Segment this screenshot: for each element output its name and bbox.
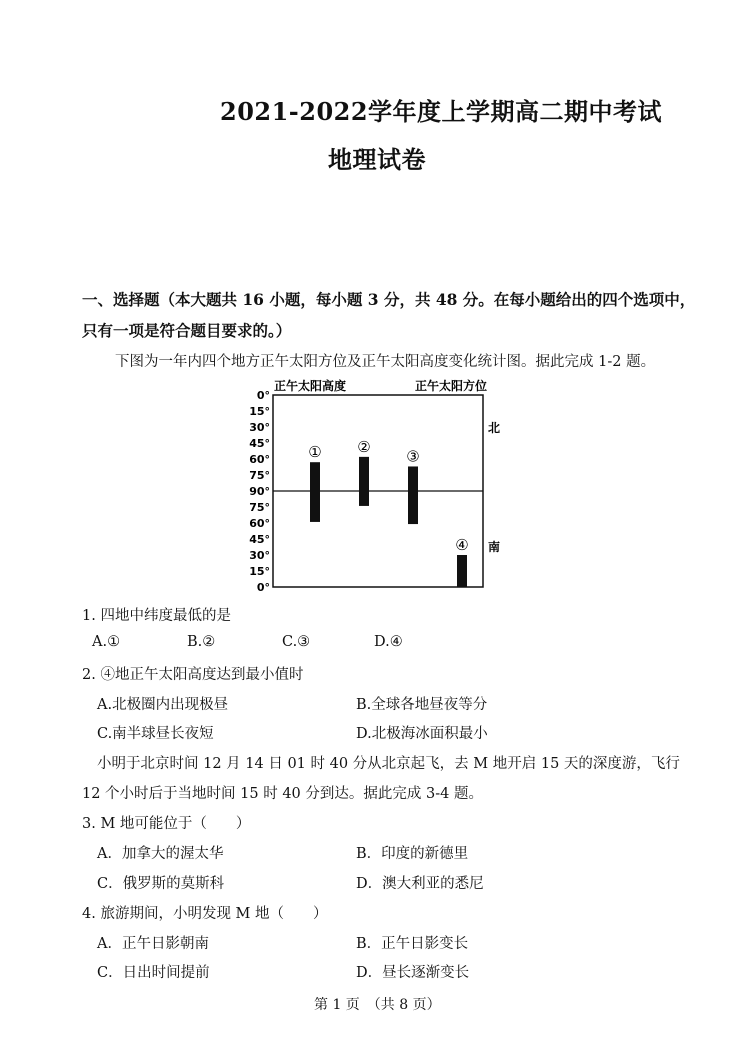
y-tick-label: 75°	[249, 501, 270, 514]
y-tick-label: 90°	[249, 485, 270, 498]
y-tick-label: 30°	[249, 421, 270, 434]
chart-title-left: 正午太阳高度	[274, 379, 347, 393]
sun-altitude-chart	[240, 376, 510, 596]
y-tick-label: 60°	[249, 517, 270, 530]
q1-option-c[interactable]: C.③	[282, 634, 311, 650]
q2-option-c[interactable]: C.南半球昼长夜短	[97, 726, 214, 742]
direction-south: 南	[488, 540, 501, 554]
y-tick-label: 0°	[256, 389, 270, 402]
chart-title-right: 正午太阳方位	[415, 379, 488, 393]
intro-q1-2: 下图为一年内四个地方正午太阳方位及正午太阳高度变化统计图。据此完成 1-2 题。	[115, 354, 656, 370]
question-1-stem: 1. 四地中纬度最低的是	[82, 608, 231, 624]
bar-label-4: ④	[455, 536, 469, 554]
q2-option-a[interactable]: A.北极圈内出现极昼	[97, 697, 229, 713]
bar-label-1: ①	[308, 443, 322, 462]
bar-1	[310, 462, 320, 522]
y-tick-label: 60°	[249, 453, 270, 466]
intro-q3-4-line1: 小明于北京时间 12 月 14 日 01 时 40 分从北京起飞，去 M 地开启 15 天的深度游，飞行	[97, 756, 680, 772]
q3-option-a[interactable]: A．加拿大的渥太华	[97, 846, 224, 862]
q1-option-a[interactable]: A.①	[92, 634, 121, 650]
y-tick-label: 30°	[249, 549, 270, 562]
direction-north: 北	[488, 421, 501, 435]
bar-4	[457, 555, 467, 587]
bar-label-3: ③	[406, 447, 420, 466]
section-heading-line2: 只有一项是符合题目要求的。）	[82, 321, 292, 340]
y-tick-label: 45°	[249, 533, 270, 546]
bar-3	[408, 466, 418, 524]
bar-label-2: ②	[357, 437, 371, 456]
bar-2	[359, 457, 369, 506]
q1-option-b[interactable]: B.②	[187, 634, 216, 650]
page-footer: 第 1 页 （共 8 页）	[314, 997, 441, 1013]
q4-option-b[interactable]: B．正午日影变长	[356, 936, 469, 952]
question-2-stem: 2. ④地正午太阳高度达到最小值时	[82, 667, 304, 683]
q4-option-c[interactable]: C．日出时间提前	[97, 965, 210, 981]
q3-option-d[interactable]: D．澳大利亚的悉尼	[356, 876, 484, 892]
question-4-stem: 4. 旅游期间，小明发现 M 地（ ）	[82, 906, 328, 922]
question-3-stem: 3. M 地可能位于（ ）	[82, 816, 251, 832]
exam-title: 2021-2022学年度上学期高二期中考试	[220, 97, 663, 126]
q3-option-c[interactable]: C．俄罗斯的莫斯科	[97, 876, 225, 892]
y-tick-label: 15°	[249, 565, 270, 578]
y-tick-label: 45°	[249, 437, 270, 450]
y-tick-label: 75°	[249, 469, 270, 482]
section-heading-line1: 一、选择题（本大题共 16 小题，每小题 3 分，共 48 分。在每小题给出的四个选项中，	[82, 290, 696, 309]
q1-option-d[interactable]: D.④	[374, 634, 403, 650]
y-tick-label: 0°	[256, 581, 270, 594]
q3-option-b[interactable]: B．印度的新德里	[356, 846, 469, 862]
exam-subtitle: 地理试卷	[328, 145, 426, 174]
q4-option-d[interactable]: D．昼长逐渐变长	[356, 965, 470, 981]
q2-option-b[interactable]: B.全球各地昼夜等分	[356, 697, 488, 713]
q2-option-d[interactable]: D.北极海冰面积最小	[356, 726, 488, 742]
y-tick-label: 15°	[249, 405, 270, 418]
intro-q3-4-line2: 12 个小时后于当地时间 15 时 40 分到达。据此完成 3-4 题。	[82, 786, 483, 802]
q4-option-a[interactable]: A．正午日影朝南	[97, 936, 209, 952]
